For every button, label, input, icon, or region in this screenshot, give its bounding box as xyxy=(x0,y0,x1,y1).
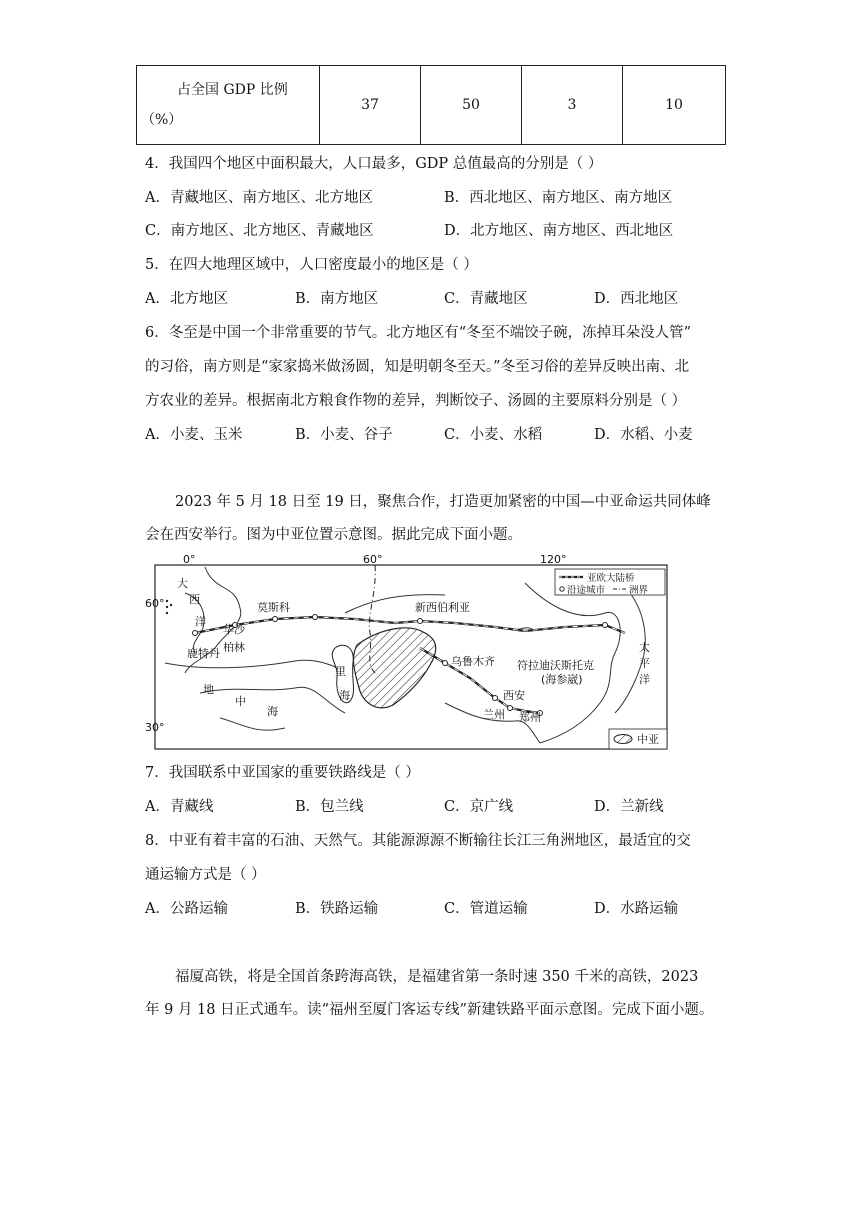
gdp-share-table xyxy=(136,65,726,145)
label-berlin: 柏林 xyxy=(223,641,245,654)
q7-option-c[interactable]: C．京广线 xyxy=(444,799,514,815)
passage2-line-1: 福厦高铁，将是全国首条跨海高铁，是福建省第一条时速 350 千米的高铁，2023 xyxy=(175,969,699,985)
label-moscow: 莫斯科 xyxy=(257,601,290,614)
q6-option-d[interactable]: D．水稻、小麦 xyxy=(594,427,693,443)
city-marker-rotterdam xyxy=(193,631,198,636)
q6-line-3: 方农业的差异。根据南北方粮食作物的差异，判断饺子、汤圆的主要原料分别是（ ） xyxy=(145,393,687,409)
label-med-1: 地 xyxy=(203,683,214,696)
label-caspian-1: 里 xyxy=(335,665,346,678)
q8-option-b[interactable]: B．铁路运输 xyxy=(295,901,379,917)
q8-option-a[interactable]: A．公路运输 xyxy=(145,901,228,917)
q4-option-c[interactable]: C．南方地区、北方地区、青藏地区 xyxy=(145,223,374,239)
q5-option-a[interactable]: A．北方地区 xyxy=(145,291,228,307)
q8-line-1: 8．中亚有着丰富的石油、天然气。其能源源源不断输往长江三角洲地区，最适宜的交 xyxy=(145,833,691,849)
map-legend xyxy=(555,569,665,596)
label-zhengzhou: 郑州 xyxy=(519,711,541,724)
q6-line-2: 的习俗，南方则是“家家捣米做汤圆，知是明朝冬至天。”冬至习俗的差异反映出南、北 xyxy=(145,359,690,375)
row-label-line1: 占全国 GDP 比例 xyxy=(177,82,288,98)
label-med-3: 海 xyxy=(267,705,278,718)
city-marker-warsaw xyxy=(273,617,278,622)
q6-option-a[interactable]: A．小麦、玉米 xyxy=(145,427,243,443)
label-med-2: 中 xyxy=(235,695,246,708)
table-cell-qingzang: 10 xyxy=(623,66,726,145)
label-xian: 西安 xyxy=(503,689,525,702)
label-atlantic-1: 大 xyxy=(177,577,188,590)
q7-option-b[interactable]: B．包兰线 xyxy=(295,799,364,815)
legend-land-bridge: 亚欧大陆桥 xyxy=(587,573,635,584)
city-marker-moscow xyxy=(313,615,318,620)
city-marker-urumqi xyxy=(443,661,448,666)
lon-label-120: 120° xyxy=(540,553,567,566)
q5-stem: 5．在四大地理区域中，人口密度最小的地区是（ ） xyxy=(145,257,478,273)
q7-option-a[interactable]: A．青藏线 xyxy=(145,799,214,815)
label-pacific-2: 平 xyxy=(639,657,650,670)
city-marker-vladivostok xyxy=(603,623,608,628)
passage1-line-1: 2023 年 5 月 18 日至 19 日，聚焦合作，打造更加紧密的中国—中亚命运共同体峰 xyxy=(175,494,711,510)
lat-label-30: 30° xyxy=(145,721,165,734)
legend-continent-boundary: 洲界 xyxy=(629,585,649,596)
label-atlantic-3: 洋 xyxy=(195,615,206,628)
label-pacific-3: 洋 xyxy=(639,673,650,686)
table-cell-northwest: 3 xyxy=(522,66,623,145)
label-lanzhou: 兰州 xyxy=(483,708,505,721)
table-cell-south: 50 xyxy=(421,66,522,145)
q5-option-d[interactable]: D．西北地区 xyxy=(594,291,679,307)
q4-stem: 4．我国四个地区中面积最大，人口最多，GDP 总值最高的分别是（ ） xyxy=(145,156,603,172)
q8-option-c[interactable]: C．管道运输 xyxy=(444,901,528,917)
q6-option-b[interactable]: B．小麦、谷子 xyxy=(295,427,393,443)
label-warsaw: 华沙 xyxy=(223,623,245,636)
label-vladivostok: 符拉迪沃斯托克 xyxy=(517,659,594,672)
label-urumqi: 乌鲁木齐 xyxy=(451,655,495,668)
row-label-unit: （%） xyxy=(141,112,183,128)
label-rotterdam: 鹿特丹 xyxy=(187,647,220,660)
q6-option-c[interactable]: C．小麦、水稻 xyxy=(444,427,543,443)
q8-line-2: 通运输方式是（ ） xyxy=(145,867,266,883)
passage2-line-2: 年 9 月 18 日正式通车。读“福州至厦门客运专线”新建铁路平面示意图。完成下面小题。 xyxy=(145,1002,714,1018)
q5-option-c[interactable]: C．青藏地区 xyxy=(444,291,528,307)
q6-line-1: 6．冬至是中国一个非常重要的节气。北方地区有“冬至不端饺子碗，冻掉耳朵没人管” xyxy=(145,325,692,341)
q7-option-d[interactable]: D．兰新线 xyxy=(594,799,664,815)
table-cell-north: 37 xyxy=(320,66,421,145)
row-label-cell xyxy=(137,66,320,145)
label-atlantic-2: 西 xyxy=(189,593,200,606)
q4-option-b[interactable]: B．西北地区、南方地区、南方地区 xyxy=(444,190,673,206)
map-legend-central-asia xyxy=(609,729,667,749)
q7-stem: 7．我国联系中亚国家的重要铁路线是（ ） xyxy=(145,765,420,781)
label-novosibirsk: 新西伯利亚 xyxy=(415,601,470,614)
label-vladivostok-alt: (海参崴) xyxy=(541,673,583,686)
city-marker-lanzhou xyxy=(493,696,498,701)
label-pacific-1: 太 xyxy=(639,641,650,654)
q5-option-b[interactable]: B．南方地区 xyxy=(295,291,379,307)
lat-label-60: 60° xyxy=(145,597,165,610)
city-marker-xian xyxy=(508,706,513,711)
q4-option-a[interactable]: A．青藏地区、南方地区、北方地区 xyxy=(145,190,373,206)
q8-option-d[interactable]: D．水路运输 xyxy=(594,901,679,917)
legend-central-asia: 中亚 xyxy=(637,733,659,746)
central-asia-location-map xyxy=(145,553,727,751)
q4-option-d[interactable]: D．北方地区、南方地区、西北地区 xyxy=(444,223,674,239)
passage1-line-2: 会在西安举行。图为中亚位置示意图。据此完成下面小题。 xyxy=(145,527,522,543)
lon-label-0: 0° xyxy=(183,553,196,566)
city-marker-novosibirsk xyxy=(418,619,423,624)
label-caspian-2: 海 xyxy=(339,689,350,702)
table-row xyxy=(137,66,726,145)
lon-label-60: 60° xyxy=(363,553,383,566)
legend-city: 沿途城市 xyxy=(567,585,606,596)
